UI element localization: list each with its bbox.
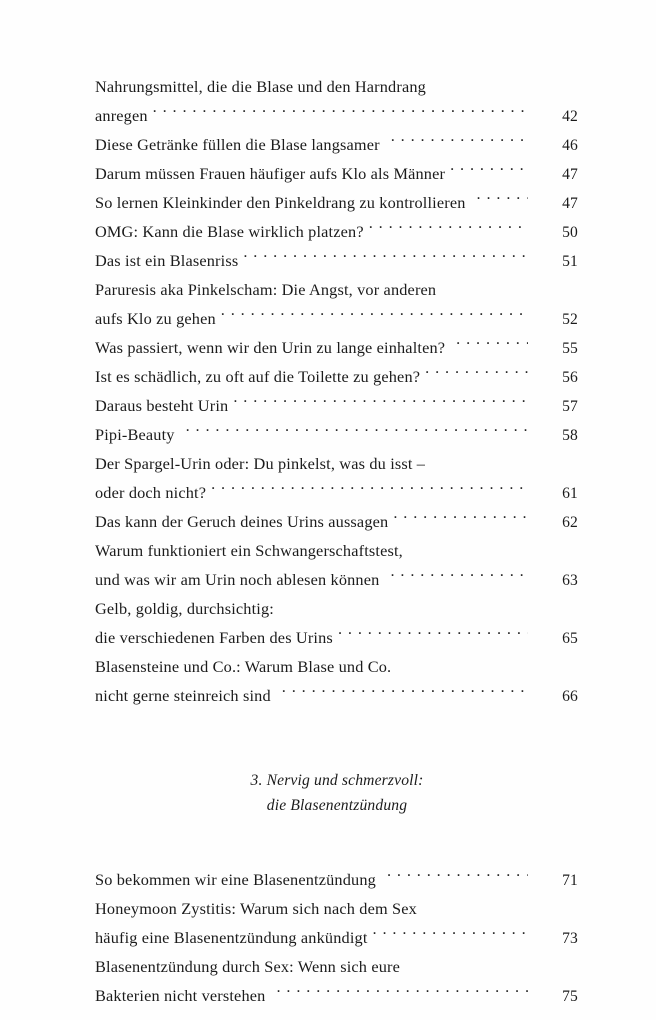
toc-entry[interactable] bbox=[95, 894, 579, 952]
toc-entry[interactable] bbox=[95, 865, 579, 894]
toc-entry-line-final bbox=[95, 981, 579, 1010]
toc-entry-title: und was wir am Urin noch ablesen können bbox=[95, 570, 380, 589]
toc-entry-title: Blasenentzündung durch Sex: Wenn sich eure bbox=[95, 957, 401, 976]
toc-entry-line bbox=[95, 952, 579, 981]
toc-entry-line-final bbox=[95, 362, 579, 391]
toc-page-number: 66 bbox=[562, 688, 578, 705]
toc-entry-title: Ist es schädlich, zu oft auf die Toilette zu gehen? bbox=[95, 367, 421, 386]
toc-entry[interactable] bbox=[95, 275, 579, 333]
dot-leader bbox=[221, 308, 528, 324]
toc-entry-line-final bbox=[95, 865, 579, 894]
toc-entry[interactable] bbox=[95, 391, 579, 420]
toc-entry[interactable] bbox=[95, 159, 579, 188]
toc-page-number: 47 bbox=[562, 195, 578, 212]
toc-group bbox=[95, 72, 579, 710]
toc-entry-title: Paruresis aka Pinkelscham: Die Angst, vor anderen bbox=[95, 280, 437, 299]
toc-entry-line bbox=[95, 594, 579, 623]
toc-page-number: 52 bbox=[562, 311, 578, 328]
toc-page-number: 47 bbox=[562, 166, 578, 183]
toc-entry-title: Bakterien nicht verstehen bbox=[95, 986, 266, 1005]
toc-page-number: 55 bbox=[562, 340, 578, 357]
chapter-heading-line-1: 3. Nervig und schmerzvoll: bbox=[250, 772, 424, 789]
toc-entry[interactable] bbox=[95, 130, 579, 159]
toc-entry-title: nicht gerne steinreich sind bbox=[95, 686, 271, 705]
toc-entry-title: Das kann der Geruch deines Urins aussagen bbox=[95, 512, 389, 531]
toc-entry-title: So lernen Kleinkinder den Pinkeldrang zu kontrollieren bbox=[95, 193, 466, 212]
dot-leader bbox=[390, 569, 528, 585]
toc-entry[interactable] bbox=[95, 952, 579, 1010]
toc-entry-title: Nahrungsmittel, die die Blase und den Harndrang bbox=[95, 77, 426, 96]
toc-entry[interactable] bbox=[95, 362, 579, 391]
dot-leader bbox=[477, 192, 528, 208]
toc-entry-title: Gelb, goldig, durchsichtig: bbox=[95, 599, 274, 618]
toc-entry-line bbox=[95, 275, 579, 304]
toc-entry-line-final bbox=[95, 923, 579, 952]
dot-leader bbox=[276, 985, 528, 1001]
toc-entry-line-final bbox=[95, 246, 579, 275]
toc-entry-line bbox=[95, 72, 579, 101]
toc-page-number: 42 bbox=[562, 108, 578, 125]
chapter-heading-spacer-top bbox=[95, 710, 579, 768]
toc-page-number: 56 bbox=[562, 369, 578, 386]
toc-entry-title: aufs Klo zu gehen bbox=[95, 309, 216, 328]
toc-entry-title: anregen bbox=[95, 106, 148, 125]
toc-entry[interactable] bbox=[95, 188, 579, 217]
toc-entry-title: Blasensteine und Co.: Warum Blase und Co. bbox=[95, 657, 392, 676]
toc-page-number: 75 bbox=[562, 988, 578, 1005]
toc-entry-title: Diese Getränke füllen die Blase langsamer bbox=[95, 135, 380, 154]
toc-entry-line-final bbox=[95, 304, 579, 333]
toc-entry[interactable] bbox=[95, 72, 579, 130]
toc-entry-line-final bbox=[95, 188, 579, 217]
toc-entry-title: Daraus besteht Urin bbox=[95, 396, 229, 415]
dot-leader bbox=[456, 337, 528, 353]
toc-entry-line-final bbox=[95, 507, 579, 536]
dot-leader bbox=[338, 627, 528, 643]
toc-entry[interactable] bbox=[95, 536, 579, 594]
dot-leader bbox=[369, 221, 528, 237]
toc-entry-title: Honeymoon Zystitis: Warum sich nach dem Sex bbox=[95, 899, 417, 918]
toc-entry[interactable] bbox=[95, 652, 579, 710]
toc-entry[interactable] bbox=[95, 246, 579, 275]
toc-page-number: 61 bbox=[562, 485, 578, 502]
toc-entry-title: Pipi-Beauty bbox=[95, 425, 175, 444]
toc-entry-line bbox=[95, 536, 579, 565]
toc-entry[interactable] bbox=[95, 594, 579, 652]
dot-leader bbox=[393, 511, 528, 527]
dot-leader bbox=[211, 482, 528, 498]
dot-leader bbox=[450, 163, 528, 179]
dot-leader bbox=[233, 395, 528, 411]
toc-entry-line-final bbox=[95, 420, 579, 449]
toc-page-number: 58 bbox=[562, 427, 578, 444]
toc-entry-title: häufig eine Blasenentzündung ankündigt bbox=[95, 928, 368, 947]
toc-entry-line bbox=[95, 449, 579, 478]
toc-entry[interactable] bbox=[95, 507, 579, 536]
toc-entry-title: Das ist ein Blasenriss bbox=[95, 251, 239, 270]
toc-entry-line-final bbox=[95, 217, 579, 246]
toc-entry-line-final bbox=[95, 101, 579, 130]
toc-entry-line bbox=[95, 652, 579, 681]
toc-entry[interactable] bbox=[95, 333, 579, 362]
toc-entry-title: So bekommen wir eine Blasenentzündung bbox=[95, 870, 376, 889]
toc-page-number: 73 bbox=[562, 930, 578, 947]
table-of-contents bbox=[95, 72, 579, 1010]
toc-entry-line-final bbox=[95, 478, 579, 507]
toc-group bbox=[95, 710, 579, 1010]
toc-page-number: 62 bbox=[562, 514, 578, 531]
toc-entry-line-final bbox=[95, 391, 579, 420]
toc-entry-title: oder doch nicht? bbox=[95, 483, 207, 502]
toc-page-number: 46 bbox=[562, 137, 578, 154]
dot-leader bbox=[425, 366, 528, 382]
dot-leader bbox=[282, 685, 528, 701]
toc-entry-line-final bbox=[95, 623, 579, 652]
toc-entry-line-final bbox=[95, 565, 579, 594]
toc-page-number: 65 bbox=[562, 630, 578, 647]
toc-entry[interactable] bbox=[95, 217, 579, 246]
toc-entry-line bbox=[95, 894, 579, 923]
toc-page-number: 57 bbox=[562, 398, 578, 415]
dot-leader bbox=[391, 134, 528, 150]
chapter-heading bbox=[95, 768, 579, 818]
toc-page-number: 63 bbox=[562, 572, 578, 589]
toc-page-number: 50 bbox=[562, 224, 578, 241]
dot-leader bbox=[243, 250, 528, 266]
toc-entry-title: Darum müssen Frauen häufiger aufs Klo als Männer bbox=[95, 164, 446, 183]
toc-entry-line-final bbox=[95, 130, 579, 159]
toc-entry-title: Der Spargel-Urin oder: Du pinkelst, was du isst – bbox=[95, 454, 426, 473]
toc-entry-title: die verschiedenen Farben des Urins bbox=[95, 628, 333, 647]
toc-entry-line-final bbox=[95, 681, 579, 710]
toc-entry-line-final bbox=[95, 333, 579, 362]
toc-entry[interactable] bbox=[95, 449, 579, 507]
toc-entry-title: Was passiert, wenn wir den Urin zu lange einhalten? bbox=[95, 338, 446, 357]
toc-page-number: 51 bbox=[562, 253, 578, 270]
toc-entry-title: OMG: Kann die Blase wirklich platzen? bbox=[95, 222, 364, 241]
toc-entry[interactable] bbox=[95, 420, 579, 449]
dot-leader bbox=[186, 424, 528, 440]
toc-entry-title: Warum funktioniert ein Schwangerschaftstest, bbox=[95, 541, 403, 560]
dot-leader bbox=[153, 105, 528, 121]
chapter-heading-line-2: die Blasenentzündung bbox=[266, 797, 408, 814]
chapter-heading-spacer-bottom bbox=[95, 818, 579, 865]
dot-leader bbox=[373, 927, 528, 943]
dot-leader bbox=[387, 869, 528, 885]
toc-page-number: 71 bbox=[562, 872, 578, 889]
toc-entry-line-final bbox=[95, 159, 579, 188]
